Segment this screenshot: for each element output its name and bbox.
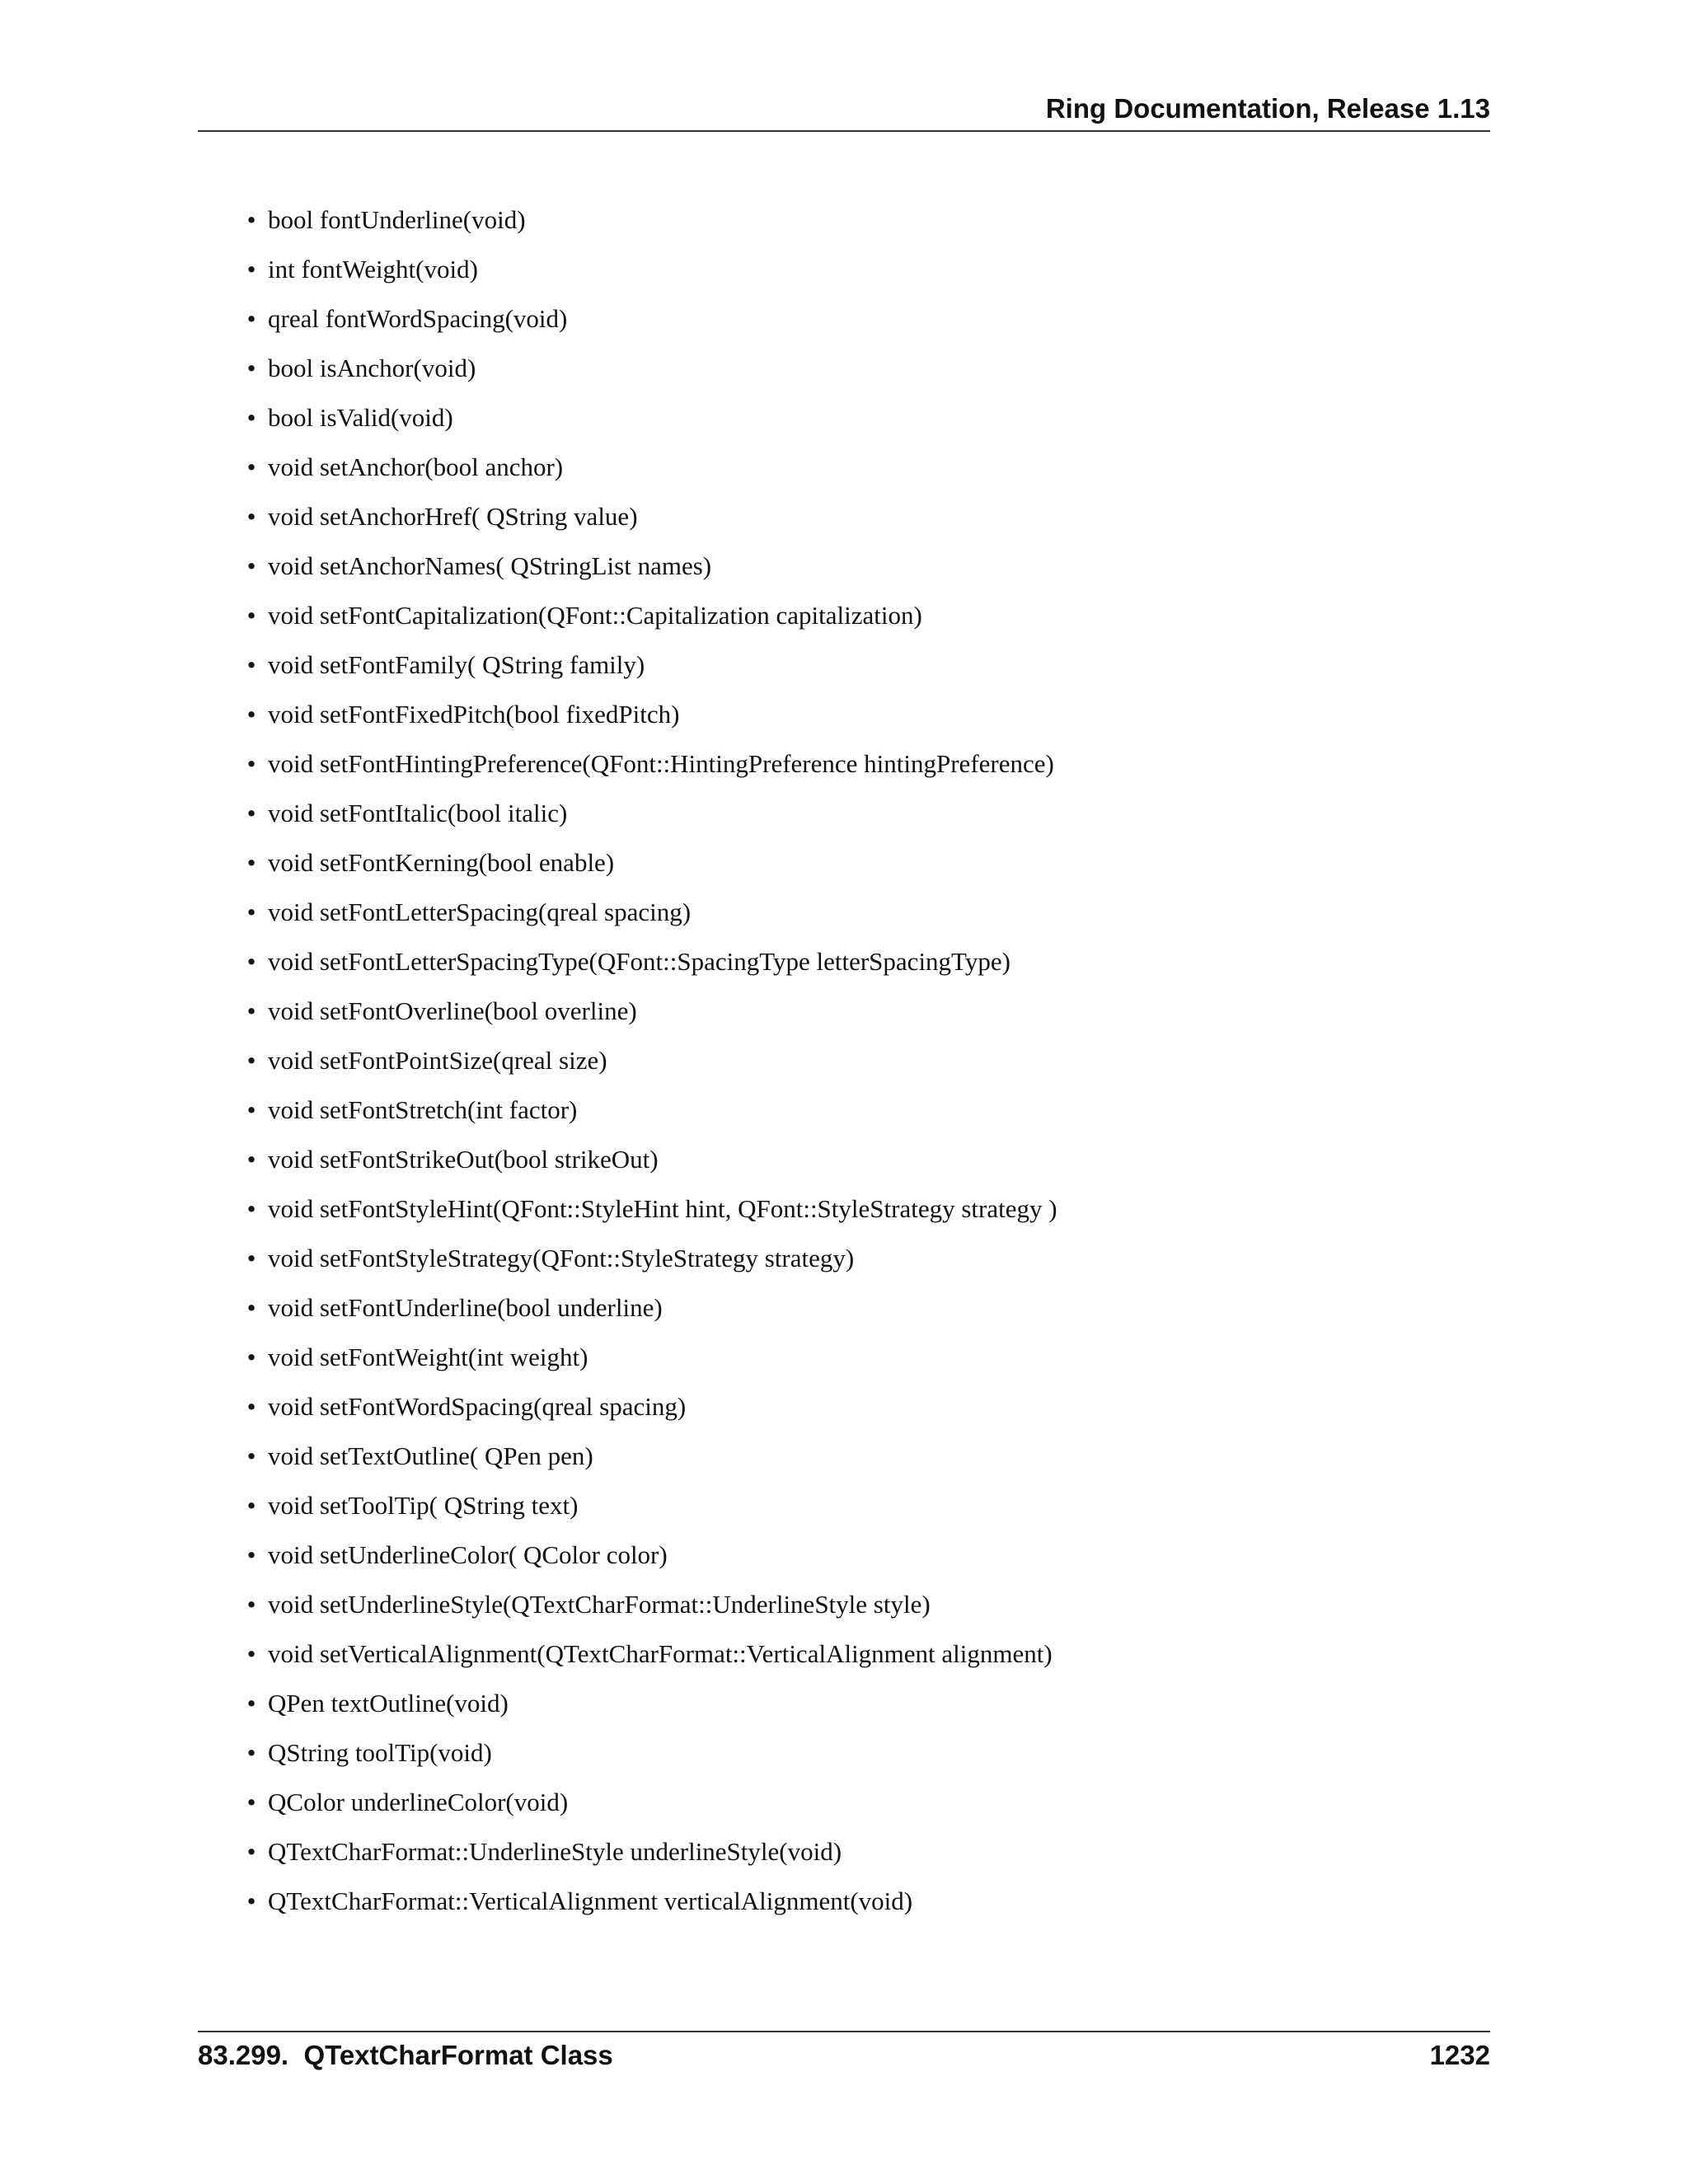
- list-item: [243, 1728, 1479, 1778]
- list-item: [243, 591, 1479, 640]
- bullet-icon: •: [246, 1590, 256, 1619]
- bullet-icon: •: [246, 1392, 256, 1421]
- method-signature: void setFontLetterSpacingType(QFont::SpacingType letterSpacingType): [268, 947, 1010, 976]
- bullet-icon: •: [246, 304, 256, 333]
- method-signature: void setFontStyleHint(QFont::StyleHint hint, QFont::StyleStrategy strategy ): [268, 1194, 1057, 1223]
- list-item: [243, 1432, 1479, 1481]
- bullet-icon: •: [246, 898, 256, 926]
- list-item: [243, 987, 1479, 1036]
- method-signature: void setAnchor(bool anchor): [268, 452, 564, 481]
- method-signature: void setFontUnderline(bool underline): [268, 1293, 663, 1322]
- bullet-icon: •: [246, 502, 256, 531]
- method-signature: void setUnderlineStyle(QTextCharFormat::UnderlineStyle style): [268, 1590, 931, 1619]
- bullet-icon: •: [246, 1639, 256, 1668]
- list-item: [243, 492, 1479, 541]
- method-signature: bool fontUnderline(void): [268, 205, 526, 234]
- list-item: [243, 393, 1479, 443]
- method-signature: QTextCharFormat::VerticalAlignment verticalAlignment(void): [268, 1886, 913, 1915]
- bullet-icon: •: [246, 1244, 256, 1272]
- bullet-icon: •: [246, 354, 256, 382]
- list-item: [243, 1234, 1479, 1283]
- page-footer: [198, 2031, 1490, 2082]
- bullet-icon: •: [246, 452, 256, 481]
- method-signature: QPen textOutline(void): [268, 1689, 509, 1718]
- bullet-icon: •: [246, 1540, 256, 1569]
- bullet-icon: •: [246, 1145, 256, 1174]
- method-signature: void setAnchorHref( QString value): [268, 502, 638, 531]
- bullet-icon: •: [246, 1095, 256, 1124]
- list-item: [243, 1184, 1479, 1234]
- bullet-icon: •: [246, 1194, 256, 1223]
- bullet-icon: •: [246, 1046, 256, 1075]
- bullet-icon: •: [246, 1788, 256, 1816]
- method-signature: QString toolTip(void): [268, 1738, 492, 1767]
- list-item: [243, 690, 1479, 739]
- bullet-icon: •: [246, 1293, 256, 1322]
- method-signature: void setFontPointSize(qreal size): [268, 1046, 607, 1075]
- list-item: [243, 1827, 1479, 1877]
- list-item: [243, 245, 1479, 294]
- list-item: [243, 838, 1479, 888]
- page-number: 1232: [1429, 2040, 1490, 2070]
- list-item: [243, 1530, 1479, 1580]
- section-title: 83.299. QTextCharFormat Class: [198, 2040, 613, 2070]
- method-signature: bool isValid(void): [268, 403, 453, 432]
- list-item: [243, 1382, 1479, 1432]
- list-item: [243, 195, 1479, 245]
- list-item: [243, 1877, 1479, 1926]
- list-item: [243, 1580, 1479, 1629]
- method-signature: void setTextOutline( QPen pen): [268, 1441, 593, 1470]
- list-item: [243, 1036, 1479, 1085]
- list-item: [243, 739, 1479, 789]
- method-signature: void setFontItalic(bool italic): [268, 799, 568, 827]
- method-signature: void setFontCapitalization(QFont::Capitalization capitalization): [268, 601, 922, 630]
- list-item: [243, 1283, 1479, 1333]
- bullet-icon: •: [246, 1837, 256, 1866]
- bullet-icon: •: [246, 551, 256, 580]
- method-signature: void setFontStrikeOut(bool strikeOut): [268, 1145, 659, 1174]
- bullet-icon: •: [246, 700, 256, 729]
- method-signature: void setFontHintingPreference(QFont::HintingPreference hintingPreference): [268, 749, 1054, 778]
- list-item: [243, 294, 1479, 344]
- method-signature: bool isAnchor(void): [268, 354, 476, 382]
- method-signature: qreal fontWordSpacing(void): [268, 304, 568, 333]
- method-signature: QColor underlineColor(void): [268, 1788, 569, 1816]
- bullet-icon: •: [246, 1491, 256, 1520]
- bullet-icon: •: [246, 601, 256, 630]
- list-item: [243, 1333, 1479, 1382]
- bullet-icon: •: [246, 1738, 256, 1767]
- bullet-icon: •: [246, 403, 256, 432]
- method-signature: void setFontWordSpacing(qreal spacing): [268, 1392, 687, 1421]
- list-item: [243, 344, 1479, 393]
- method-signature: void setFontFixedPitch(bool fixedPitch): [268, 700, 680, 729]
- list-item: [243, 789, 1479, 838]
- method-signature: QTextCharFormat::UnderlineStyle underlineStyle(void): [268, 1837, 842, 1866]
- bullet-icon: •: [246, 996, 256, 1025]
- bullet-icon: •: [246, 255, 256, 284]
- method-signature: void setAnchorNames( QStringList names): [268, 551, 712, 580]
- list-item: [243, 1679, 1479, 1728]
- method-signature: void setUnderlineColor( QColor color): [268, 1540, 668, 1569]
- bullet-icon: •: [246, 650, 256, 679]
- list-item: [243, 541, 1479, 591]
- bullet-icon: •: [246, 848, 256, 877]
- list-item: [243, 888, 1479, 937]
- method-signature: void setFontLetterSpacing(qreal spacing): [268, 898, 692, 926]
- list-item: [243, 640, 1479, 690]
- bullet-icon: •: [246, 749, 256, 778]
- bullet-icon: •: [246, 1343, 256, 1371]
- method-signature: void setToolTip( QString text): [268, 1491, 579, 1520]
- document-title: Ring Documentation, Release 1.13: [1045, 93, 1490, 124]
- list-item: [243, 1481, 1479, 1530]
- bullet-icon: •: [246, 799, 256, 827]
- list-item: [243, 1778, 1479, 1827]
- bullet-icon: •: [246, 1441, 256, 1470]
- method-signature: void setVerticalAlignment(QTextCharFormat::VerticalAlignment alignment): [268, 1639, 1053, 1668]
- method-signature: void setFontStretch(int factor): [268, 1095, 578, 1124]
- method-signature: void setFontFamily( QString family): [268, 650, 645, 679]
- list-item: [243, 1629, 1479, 1679]
- bullet-icon: •: [246, 205, 256, 234]
- method-signature: int fontWeight(void): [268, 255, 478, 284]
- bullet-icon: •: [246, 1689, 256, 1718]
- list-item: [243, 1085, 1479, 1135]
- page-header: [198, 89, 1490, 132]
- method-signature: void setFontStyleStrategy(QFont::StyleStrategy strategy): [268, 1244, 855, 1272]
- list-item: [243, 1135, 1479, 1184]
- list-item: [243, 443, 1479, 492]
- bullet-icon: •: [246, 947, 256, 976]
- method-signature: void setFontWeight(int weight): [268, 1343, 588, 1371]
- method-list: [243, 195, 1479, 1926]
- bullet-icon: •: [246, 1886, 256, 1915]
- method-signature: void setFontKerning(bool enable): [268, 848, 615, 877]
- list-item: [243, 937, 1479, 987]
- method-signature: void setFontOverline(bool overline): [268, 996, 637, 1025]
